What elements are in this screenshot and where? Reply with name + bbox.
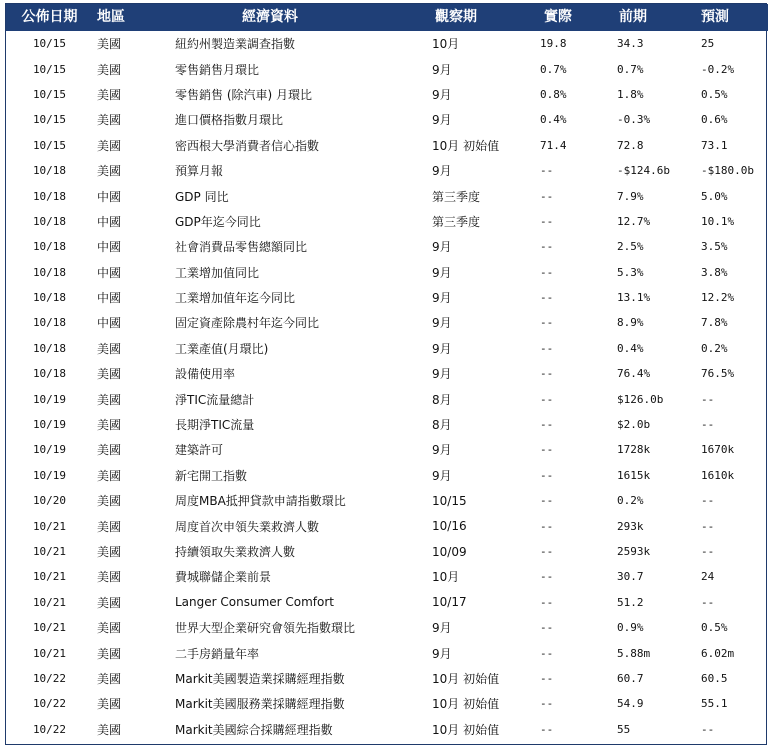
cell-date: 10/18 xyxy=(32,164,67,178)
table-row xyxy=(6,666,768,691)
cell-actual: -- xyxy=(540,570,554,584)
cell-period: 10/09 xyxy=(432,544,467,559)
table-row xyxy=(6,107,768,132)
cell-economic-data: 二手房銷量年率 xyxy=(175,646,260,661)
cell-region: 美國 xyxy=(97,341,122,356)
cell-date: 10/18 xyxy=(32,291,67,305)
cell-period: 10月 xyxy=(432,37,460,52)
cell-period: 9月 xyxy=(432,113,452,128)
table-row xyxy=(6,336,768,361)
cell-region: 美國 xyxy=(97,595,122,610)
cell-previous: 5.88m xyxy=(617,646,651,660)
cell-date: 10/18 xyxy=(32,240,67,254)
cell-period: 8月 xyxy=(432,392,452,407)
cell-previous: 1728k xyxy=(617,443,651,457)
cell-economic-data: 工業產值(月環比) xyxy=(175,341,269,356)
cell-forecast: -0.2% xyxy=(701,62,735,76)
cell-economic-data: GDP 同比 xyxy=(175,189,229,204)
cell-previous: 60.7 xyxy=(617,671,644,685)
table-row xyxy=(6,412,768,437)
cell-region: 美國 xyxy=(97,87,122,102)
header-economic-data: 經濟資料 xyxy=(242,9,298,25)
cell-previous: 34.3 xyxy=(617,37,644,51)
cell-region: 美國 xyxy=(97,62,122,77)
cell-economic-data: Markit美國製造業採購經理指數 xyxy=(175,671,345,686)
table-row xyxy=(6,386,768,411)
cell-date: 10/21 xyxy=(32,646,67,660)
cell-region: 中國 xyxy=(97,189,122,204)
cell-forecast: -- xyxy=(701,519,715,533)
table-row xyxy=(6,56,768,81)
cell-actual: -- xyxy=(540,240,554,254)
cell-date: 10/21 xyxy=(32,545,67,558)
cell-actual: -- xyxy=(540,341,554,355)
table-row xyxy=(6,209,768,234)
table-row xyxy=(6,260,768,285)
cell-region: 中國 xyxy=(97,265,122,280)
table-row xyxy=(6,717,768,742)
cell-period: 10/16 xyxy=(432,519,467,534)
cell-region: 美國 xyxy=(97,671,122,686)
cell-economic-data: 進口價格指數月環比 xyxy=(175,113,284,128)
cell-previous: 12.7% xyxy=(617,214,651,228)
cell-actual: 0.7% xyxy=(540,62,567,76)
cell-period: 10/17 xyxy=(432,595,467,610)
table-row xyxy=(6,539,768,564)
cell-previous: 0.7% xyxy=(617,62,644,76)
cell-region: 美國 xyxy=(97,367,122,382)
cell-region: 美國 xyxy=(97,646,122,661)
cell-forecast: 55.1 xyxy=(701,697,728,711)
cell-actual: -- xyxy=(540,392,554,406)
cell-region: 美國 xyxy=(97,113,122,128)
cell-forecast: -- xyxy=(701,392,715,406)
cell-previous: 2593k xyxy=(617,545,651,558)
cell-forecast: 60.5 xyxy=(701,671,728,685)
header-period: 觀察期 xyxy=(435,9,477,25)
table-body xyxy=(6,31,768,742)
cell-economic-data: 社會消費品零售總額同比 xyxy=(175,240,308,255)
cell-previous: 2.5% xyxy=(617,240,644,254)
cell-forecast: 3.5% xyxy=(701,240,728,254)
table-row xyxy=(6,361,768,386)
table-row xyxy=(6,183,768,208)
cell-region: 美國 xyxy=(97,545,122,559)
cell-previous: -$124.6b xyxy=(617,164,670,178)
cell-actual: -- xyxy=(540,646,554,660)
table-row xyxy=(6,640,768,665)
cell-economic-data: 工業增加值年迄今同比 xyxy=(175,291,296,306)
cell-date: 10/18 xyxy=(32,189,67,203)
cell-previous: -0.3% xyxy=(617,113,651,127)
cell-region: 美國 xyxy=(97,138,122,153)
cell-forecast: 0.5% xyxy=(701,87,728,101)
table-row xyxy=(6,31,768,56)
cell-date: 10/22 xyxy=(32,722,67,736)
cell-previous: 0.2% xyxy=(617,494,644,508)
cell-previous: 13.1% xyxy=(617,291,651,305)
cell-period: 8月 xyxy=(432,418,452,433)
cell-date: 10/22 xyxy=(32,697,67,711)
cell-actual: -- xyxy=(540,468,554,482)
table-row xyxy=(6,234,768,259)
cell-economic-data: 密西根大學消費者信心指數 xyxy=(175,138,320,153)
cell-region: 美國 xyxy=(97,519,122,534)
table-row xyxy=(6,133,768,158)
table-row xyxy=(6,463,768,488)
cell-date: 10/19 xyxy=(32,418,67,432)
cell-forecast: -- xyxy=(701,418,715,432)
cell-economic-data: 周度MBA抵押貸款申請指數環比 xyxy=(175,494,346,509)
cell-actual: -- xyxy=(540,418,554,432)
cell-previous: 5.3% xyxy=(617,265,644,279)
cell-economic-data: 零售銷售 (除汽車) 月環比 xyxy=(175,87,312,102)
cell-region: 中國 xyxy=(97,291,122,306)
cell-date: 10/19 xyxy=(32,468,67,482)
cell-region: 美國 xyxy=(97,621,122,636)
cell-previous: 72.8 xyxy=(617,138,644,152)
cell-date: 10/20 xyxy=(32,494,67,508)
cell-period: 9月 xyxy=(432,291,452,306)
cell-previous: 54.9 xyxy=(617,697,644,711)
cell-region: 中國 xyxy=(97,214,122,229)
cell-date: 10/19 xyxy=(32,443,67,457)
cell-period: 10月 初始值 xyxy=(432,138,500,153)
cell-region: 美國 xyxy=(97,697,122,712)
cell-date: 10/18 xyxy=(32,214,67,228)
cell-economic-data: 持續領取失業救濟人數 xyxy=(175,545,296,559)
cell-economic-data: 費城聯儲企業前景 xyxy=(175,570,272,585)
cell-forecast: 1670k xyxy=(701,443,735,457)
cell-forecast: -- xyxy=(701,494,715,508)
cell-economic-data: Markit美國綜合採購經理指數 xyxy=(175,722,333,737)
cell-forecast: 76.5% xyxy=(701,367,735,381)
cell-economic-data: 紐約州製造業調查指數 xyxy=(175,37,296,52)
cell-previous: 30.7 xyxy=(617,570,644,584)
cell-actual: -- xyxy=(540,595,554,609)
cell-actual: -- xyxy=(540,494,554,508)
cell-date: 10/15 xyxy=(32,87,67,101)
cell-economic-data: 固定資產除農村年迄今同比 xyxy=(175,316,320,331)
cell-date: 10/21 xyxy=(32,595,67,609)
table-row xyxy=(6,82,768,107)
cell-economic-data: 世界大型企業研究會領先指數環比 xyxy=(175,621,356,636)
cell-date: 10/21 xyxy=(32,519,67,533)
cell-economic-data: 淨TIC流量總計 xyxy=(175,392,255,407)
cell-period: 9月 xyxy=(432,265,452,280)
cell-region: 美國 xyxy=(97,164,122,179)
cell-forecast: 73.1 xyxy=(701,138,728,152)
cell-period: 9月 xyxy=(432,164,452,179)
table-row xyxy=(6,564,768,589)
table-row xyxy=(6,285,768,310)
economic-calendar-table-frame xyxy=(5,3,767,745)
cell-actual: -- xyxy=(540,519,554,533)
cell-actual: -- xyxy=(540,265,554,279)
header-date: 公佈日期 xyxy=(21,9,78,25)
cell-period: 9月 xyxy=(432,443,452,458)
cell-date: 10/15 xyxy=(32,37,67,51)
cell-previous: 1615k xyxy=(617,468,651,482)
cell-period: 9月 xyxy=(432,87,452,102)
header-region: 地區 xyxy=(97,9,125,25)
cell-period: 9月 xyxy=(432,367,452,382)
cell-forecast: 3.8% xyxy=(701,265,728,279)
header-forecast: 預測 xyxy=(701,9,729,25)
cell-period: 10月 xyxy=(432,570,460,585)
header-previous: 前期 xyxy=(619,9,647,25)
cell-previous: $126.0b xyxy=(617,392,664,406)
cell-previous: 76.4% xyxy=(617,367,651,381)
cell-period: 第三季度 xyxy=(432,214,481,229)
table-row xyxy=(6,158,768,183)
cell-forecast: 5.0% xyxy=(701,189,728,203)
economic-calendar-table xyxy=(6,4,768,742)
cell-actual: 0.4% xyxy=(540,113,567,127)
cell-forecast: 0.5% xyxy=(701,621,728,635)
cell-date: 10/18 xyxy=(32,316,67,330)
cell-region: 美國 xyxy=(97,443,122,458)
cell-period: 9月 xyxy=(432,62,452,77)
cell-period: 第三季度 xyxy=(432,189,481,204)
table-row xyxy=(6,488,768,513)
cell-region: 美國 xyxy=(97,37,122,52)
cell-actual: 71.4 xyxy=(540,138,567,152)
cell-economic-data: Markit美國服務業採購經理指數 xyxy=(175,697,345,712)
cell-region: 美國 xyxy=(97,494,122,509)
cell-economic-data: 工業增加值同比 xyxy=(175,265,260,280)
cell-period: 9月 xyxy=(432,240,452,255)
cell-date: 10/19 xyxy=(32,392,67,406)
cell-date: 10/21 xyxy=(32,570,67,584)
cell-forecast: -- xyxy=(701,595,715,609)
cell-economic-data: GDP年迄今同比 xyxy=(175,214,261,229)
table-header xyxy=(6,4,768,31)
cell-date: 10/18 xyxy=(32,341,67,355)
cell-region: 中國 xyxy=(97,240,122,255)
cell-previous: 0.4% xyxy=(617,341,644,355)
cell-date: 10/15 xyxy=(32,62,67,76)
cell-actual: -- xyxy=(540,316,554,330)
cell-forecast: 6.02m xyxy=(701,646,735,660)
cell-region: 美國 xyxy=(97,722,122,737)
cell-actual: -- xyxy=(540,189,554,203)
cell-actual: -- xyxy=(540,291,554,305)
cell-forecast: 0.6% xyxy=(701,113,728,127)
cell-period: 9月 xyxy=(432,621,452,636)
cell-economic-data: 設備使用率 xyxy=(175,367,236,382)
table-row xyxy=(6,691,768,716)
cell-forecast: -- xyxy=(701,722,715,736)
cell-economic-data: 新宅開工指數 xyxy=(175,468,248,483)
cell-previous: 7.9% xyxy=(617,189,644,203)
cell-period: 9月 xyxy=(432,646,452,661)
table-row xyxy=(6,615,768,640)
cell-forecast: 12.2% xyxy=(701,291,735,305)
cell-forecast: 0.2% xyxy=(701,341,728,355)
cell-period: 10月 初始值 xyxy=(432,697,500,712)
cell-region: 美國 xyxy=(97,468,122,483)
cell-forecast: -$180.0b xyxy=(701,164,754,178)
cell-period: 9月 xyxy=(432,468,452,483)
cell-economic-data: 建築許可 xyxy=(175,443,224,458)
cell-previous: 8.9% xyxy=(617,316,644,330)
cell-period: 10月 初始值 xyxy=(432,722,500,737)
cell-actual: -- xyxy=(540,671,554,685)
cell-date: 10/18 xyxy=(32,367,67,381)
cell-date: 10/22 xyxy=(32,671,67,685)
cell-period: 10/15 xyxy=(432,493,467,508)
cell-region: 美國 xyxy=(97,392,122,407)
cell-date: 10/21 xyxy=(32,621,67,635)
header-actual: 實際 xyxy=(544,9,572,25)
cell-region: 美國 xyxy=(97,418,122,433)
cell-actual: -- xyxy=(540,545,554,558)
cell-date: 10/15 xyxy=(32,138,67,152)
cell-previous: 0.9% xyxy=(617,621,644,635)
cell-actual: -- xyxy=(540,367,554,381)
cell-economic-data: 周度首次申領失業救濟人數 xyxy=(175,519,320,534)
cell-forecast: -- xyxy=(701,545,715,558)
header-row xyxy=(6,4,768,31)
cell-actual: 0.8% xyxy=(540,87,567,101)
cell-economic-data: 預算月報 xyxy=(175,164,224,179)
cell-date: 10/15 xyxy=(32,113,67,127)
cell-previous: $2.0b xyxy=(617,418,651,432)
cell-forecast: 1610k xyxy=(701,468,735,482)
cell-previous: 55 xyxy=(617,722,631,736)
cell-previous: 293k xyxy=(617,519,644,533)
cell-previous: 51.2 xyxy=(617,595,644,609)
table-row xyxy=(6,590,768,615)
table-row xyxy=(6,310,768,335)
cell-economic-data: 長期淨TIC流量 xyxy=(175,418,255,433)
cell-date: 10/18 xyxy=(32,265,67,279)
cell-forecast: 7.8% xyxy=(701,316,728,330)
cell-actual: -- xyxy=(540,697,554,711)
cell-period: 10月 初始值 xyxy=(432,671,500,686)
cell-forecast: 24 xyxy=(701,570,715,584)
cell-actual: -- xyxy=(540,164,554,178)
cell-region: 中國 xyxy=(97,316,122,331)
cell-period: 9月 xyxy=(432,316,452,331)
cell-forecast: 25 xyxy=(701,37,715,51)
cell-actual: -- xyxy=(540,214,554,228)
cell-previous: 1.8% xyxy=(617,87,644,101)
cell-region: 美國 xyxy=(97,570,122,585)
cell-actual: -- xyxy=(540,443,554,457)
cell-forecast: 10.1% xyxy=(701,214,735,228)
cell-economic-data: 零售銷售月環比 xyxy=(175,62,260,77)
cell-actual: -- xyxy=(540,621,554,635)
cell-period: 9月 xyxy=(432,341,452,356)
cell-economic-data: Langer Consumer Comfort xyxy=(175,595,335,610)
cell-actual: 19.8 xyxy=(540,37,567,51)
table-row xyxy=(6,437,768,462)
table-row xyxy=(6,513,768,538)
cell-actual: -- xyxy=(540,722,554,736)
